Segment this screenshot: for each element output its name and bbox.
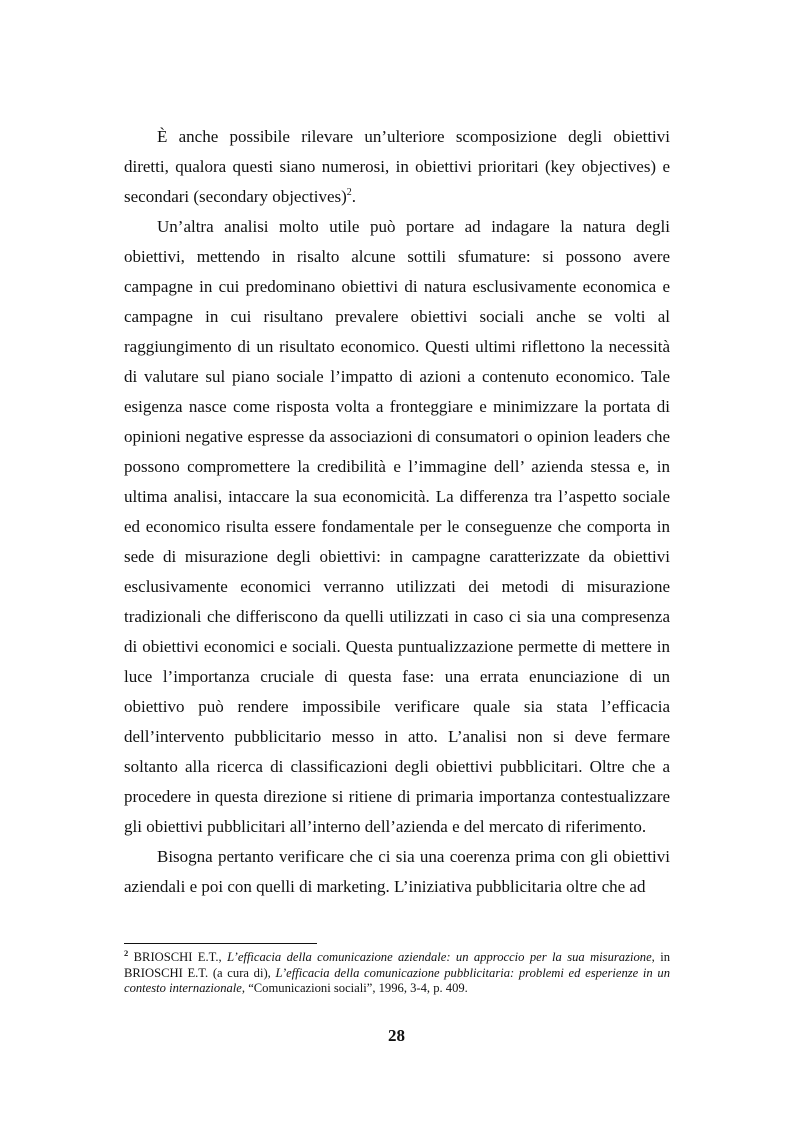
footnote [124,950,670,997]
footnote-number: 2 [124,948,129,958]
footnote-title-1: L’efficacia della comunicazione aziendale: un approccio per la sua misurazione [227,950,652,964]
footnote-divider [124,943,317,944]
footnote-source: , “Comunicazioni sociali”, 1996, 3-4, p. 409. [241,981,468,995]
page-number: 28 [388,1026,405,1045]
footnote-title-2: L’efficacia della comunicazione pubblicitaria: problemi ed esperienze in un contesto internazionale [124,965,670,995]
paragraph-2: Un’altra analisi molto utile può portare ad indagare la natura degli obiettivi, mettendo in risalto alcune sottili sfumature: si possono avere campagne in cui predominano obiettivi di natura esclusivamente economica e campagne in cui risultano prevalere obiettivi sociali anche se volti al raggiungimento di un risultato economico. Questi ultimi riflettono la necessità di valutare sul piano sociale l’impatto di azioni a contenuto economico. Tale esigenza nasce come risposta volta a fronteggiare e minimizzare la portata di opinioni negative espresse da associazioni di consumatori o opinion leaders che possono compromettere la credibilità e l’immagine dell’ azienda stessa e, in ultima analisi, intaccare la sua economicità. La differenza tra l’aspetto sociale ed economico risulta essere fondamentale per le conseguenze che comporta in sede di misurazione degli obiettivi: in campagne caratterizzate da obiettivi esclusivamente economici verranno utilizzati dei metodi di misurazione tradizionali che differiscono da quelli utilizzati in caso ci sia una compresenza di obiettivi economici e sociali. Questa puntualizzazione permette di mettere in luce l’importanza cruciale di questa fase: una errata enunciazione di un obiettivo può rendere impossibile verificare quale sia stata l’efficacia dell’intervento pubblicitario messo in atto. L’analisi non si deve fermare soltanto alla ricerca di classificazioni degli obiettivi pubblicitari. Oltre che a procedere in questa direzione si ritiene di primaria importanza contestualizzare gli obiettivi pubblicitari all’interno dell’azienda e del mercato di riferimento. [124,217,670,836]
footnote-author: BRIOSCHI E.T., [133,950,228,964]
body-text [124,122,670,902]
footnote-editor: , in BRIOSCHI E.T. (a cura di), [124,950,671,980]
paragraph-1-end: . [351,187,357,206]
footnote-reference[interactable]: 2 [346,187,352,198]
paragraph-1-text: È anche possibile rilevare un’ulteriore scomposizione degli obiettivi diretti, qualora questi siano numerosi, in obiettivi prioritari (key objectives) e secondari (secondary objectives) [124,127,670,206]
paragraph-1 [124,122,670,212]
paragraph-3: Bisogna pertanto verificare che ci sia una coerenza prima con gli obiettivi aziendali e poi con quelli di marketing. L’iniziativa pubblicitaria oltre che ad [124,847,670,896]
